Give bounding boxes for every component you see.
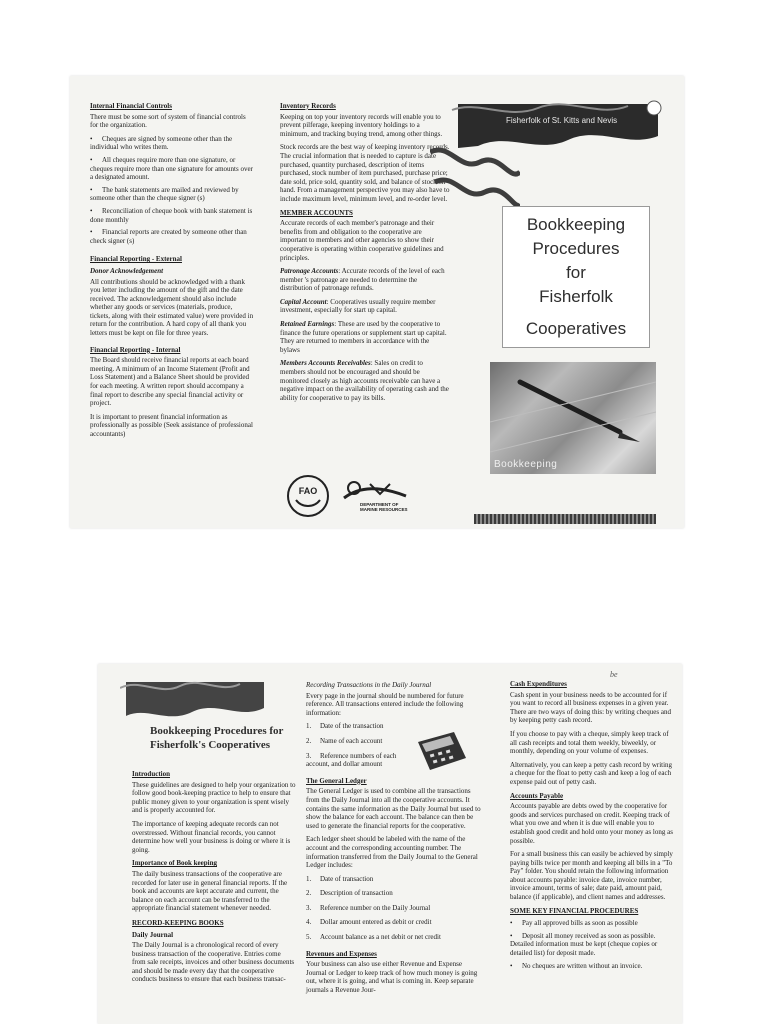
heading-donor-acknowledgement: Donor Acknowledgement [90,266,164,275]
numbered-item: 4. Dollar amount entered as debit or credit [306,918,432,927]
numbered-item: 3. Reference numbers of each account, and dollar amount [306,751,397,769]
bullet-item: • Financial reports are created by someone other than check signer (s) [90,228,247,245]
heading-importance-bookkeeping: Importance of Book keeping [132,859,217,868]
numbered-item: 2. Description of transaction [306,889,393,898]
title-line: Fisherfolk [539,287,613,306]
heading-revenues-expenses: Revenues and Expenses [306,949,377,958]
importance-text: The importance of keeping adequate records can not overstressed. Without financial records, you cannot determine how well your business is doing or where it is going. [132,819,291,854]
inventory-column [280,98,450,407]
pen-icon [490,362,656,474]
heading-reporting-internal: Financial Reporting - Internal [90,345,181,354]
heading-inventory-records: Inventory Records [280,102,336,110]
bullet-item: • Reconciliation of cheque book with bank statement is done monthly [90,206,253,224]
heading-recording-transactions: Recording Transactions in the Daily Journal [306,681,432,689]
wave-banner-small [120,676,270,726]
payable-text: Accounts payable are debts owed by the cooperative for goods and services purchased on credit. Keeping track of what you owe and when it is due will enable you to establish good credit and hold onto your money as long as possible. [510,802,673,845]
cheque-text: If you choose to pay with a cheque, simply keep track of all cash receipts and total them weekly, biweekly, or monthly, depending on your volume of expenses. [510,729,669,756]
title-line: Procedures [532,239,620,258]
journal-ledger-column [306,678,484,1000]
numbered-item: 2. Name of each account [306,736,383,745]
daily-journal-text: The Daily Journal is a chronological record of every business transaction of the cooperative. Entries come from sale receipts, invoices and other business documents and should be made every day that the cooperative conducts business to ensure that each business transac- [132,941,295,984]
inventory-text: Keeping on top your inventory records will enable you to prevent pilferage, keeping inventory holdings to a minimum, and tracking buying trend, among other things. [280,112,443,138]
internal-reporting-text: The Board should receive financial reports at each board meeting. A minimum of an Income Statement (Profit and Loss Statement) and a Balance Sheet should be provided for each meeting. A written report should accompany a final report to describe any special financial activity or project. [90,356,250,408]
internal-controls-column [90,98,254,444]
brochure-inside-page [98,664,682,1024]
introduction-text: These guidelines are designed to help your organization to follow good book-keeping practice to help to ensure that public money given to your organization is spent wisely and is properly accounted for. [132,780,296,815]
cash-text: Cash spent in your business needs to be accounted for if you want to record all business expenses in a given year. There are two ways of doing this: by writing cheques and by keeping petty cash record. [510,690,671,725]
numbered-item: 3. Reference number on the Daily Journal [306,903,431,912]
bullet-item: • The bank statements are mailed and reviewed by someone other than the cheque signer (s) [90,185,239,203]
revenues-text: Your business can also use either Revenue and Expense Journal or Ledger to keep track of how much money is going out, where it is going, and what is coming in. Keep separate journals a Revenue Jour- [306,960,478,995]
inside-title: Bookkeeping Procedures for Fisherfolk's Cooperatives [150,725,284,751]
brochure-outside-page [70,76,684,528]
heading-accounts-payable: Accounts Payable [510,791,564,800]
heading-key-procedures: SOME KEY FINANCIAL PROCEDURES [510,906,639,915]
recording-text: Every page in the journal should be numbered for future reference. All transactions entered include the following information: [306,691,464,717]
internal-controls-intro: There must be some sort of system of financial controls for the organization. [90,112,246,130]
donor-text: All contributions should be acknowledged with a thank you letter including the amount of the gift and the date received. The acknowledgement should also include whether any goods or services (materials, produce, tickets, along with their estimated value) were provided in return for the contribution. A hard copy of all thank you letters must be kept on file for three years. [90,277,254,338]
handwritten-mark: be [610,670,618,679]
receivable-paragraph: Members Accounts Receivables: Sales on credit to members should not be encouraged and should be monitored closely as high accounts receivable can have a negative impact on the availability of operating cash and the ability for cooperative to pay its bills. [280,359,449,402]
heading-general-ledger: The General Ledger [306,776,367,785]
daily-transactions-text: The daily business transactions of the cooperative are recorded for later use in general financial reports. If the book and accounts are kept accurate and current, the balance on each account can be transferred to the appropriate financial statement whenever needed. [132,869,288,913]
bullet-item: • Cheques are signed by someone other than the individual who writes them. [90,134,233,152]
member-text: Accurate records of each member's patronage and their benefits from and obligation to the cooperative are important to members and other agencies to show their cooperative is operating within cooperative guidelines and principles. [280,219,444,262]
introduction-column [132,766,296,989]
fao-logo-icon [286,474,330,518]
heading-daily-journal: Daily Journal [132,930,174,939]
heading-member-accounts: MEMBER ACCOUNTS [280,208,353,217]
brochure-title [502,206,650,348]
professional-text: It is important to present financial information as professionally as possible (Seek assistance of professional accountants) [90,412,253,438]
numbered-item: 5. Account balance as a net debit or net credit [306,933,441,942]
decorative-stripe [474,514,656,524]
photo-label: Bookkeeping [494,459,558,470]
bullet-item: • Deposit all money received as soon as possible. Detailed information must be kept (cheque copies or detailed list) for deposit made. [510,931,658,958]
bullet-item: • All cheques require more than one signature, or cheques require more than one signature for amounts over a designated amount. [90,155,253,182]
heading-record-keeping-books: RECORD-KEEPING BOOKS [132,918,224,927]
retained-paragraph: Retained Earnings: These are used by the cooperative to finance the future operations or supplement start up capital. They are returned to members in accordance with the bylaws [280,320,447,354]
patronage-paragraph: Patronage Accounts: Accurate records of the level of each member 's patronage are needed to determine the distribution of patronage refunds. [280,267,445,293]
heading-reporting-external: Financial Reporting - External [90,255,182,264]
cash-expenditures-column [510,676,674,974]
title-line: for [566,263,586,282]
bullet-item: • No cheques are written without an invoice. [510,961,643,970]
small-business-text: For a small business this can easily be achieved by simply paying bills twice per month and keeping all bills in a "To Pay" folder. You should retain the following information about accounts payable: invoice date, invoice number, invoice amount, terms of sale; date paid, amount paid, balance (if applicable), and client names and addresses. [510,850,673,902]
capital-paragraph: Capital Account: Cooperatives usually require member investment, especially for start up capital. [280,297,436,315]
petty-cash-text: Alternatively, you can keep a petty cash record by writing a cheque for the float to petty cash and keep a log of each expense paid out of petty cash. [510,760,673,786]
numbered-item: 1. Date of transaction [306,874,374,883]
heading-introduction: Introduction [132,770,170,778]
pen-photo [490,362,656,474]
title-line: Bookkeeping [526,215,626,234]
title-line: Cooperatives [525,319,627,338]
heading-internal-controls: Internal Financial Controls [90,102,172,110]
ledger-text: The General Ledger is used to combine all the transactions from the Daily Journal into all the cooperative accounts. It contains the same information as the Daily Journal but used to show the balance for each account. The balance can then be used to generate the financial reports for the cooperative. [306,787,481,830]
banner-text: Fisherfolk of St. Kitts and Nevis [506,116,618,125]
heading-cash-expenditures: Cash Expenditures [510,680,567,688]
ledger-sheet-text: Each ledger sheet should be labeled with the name of the account and the corresponding accounting number. The information transferred from the Daily Journal to the General Ledger includes: [306,835,478,870]
marine-resources-logo-text: DEPARTMENT OF MARINE RESOURCES [360,502,408,512]
stock-text: Stock records are the best way of keeping inventory records. The crucial information that is needed to capture is date purchased, quantity purchased, description of items purchased, stock number of item purchased, purchase price; date sold, price sold, quantity sold, and balance of stock on hand. From a management perspective you may also have to include maximum level, minimum level, and re-order level. [280,143,450,203]
bullet-item: • Pay all approved bills as soon as possible [510,919,638,928]
numbered-item: 1. Date of the transaction [306,722,384,731]
calculator-icon [414,728,470,772]
svg-text:FAO: FAO [298,486,318,496]
